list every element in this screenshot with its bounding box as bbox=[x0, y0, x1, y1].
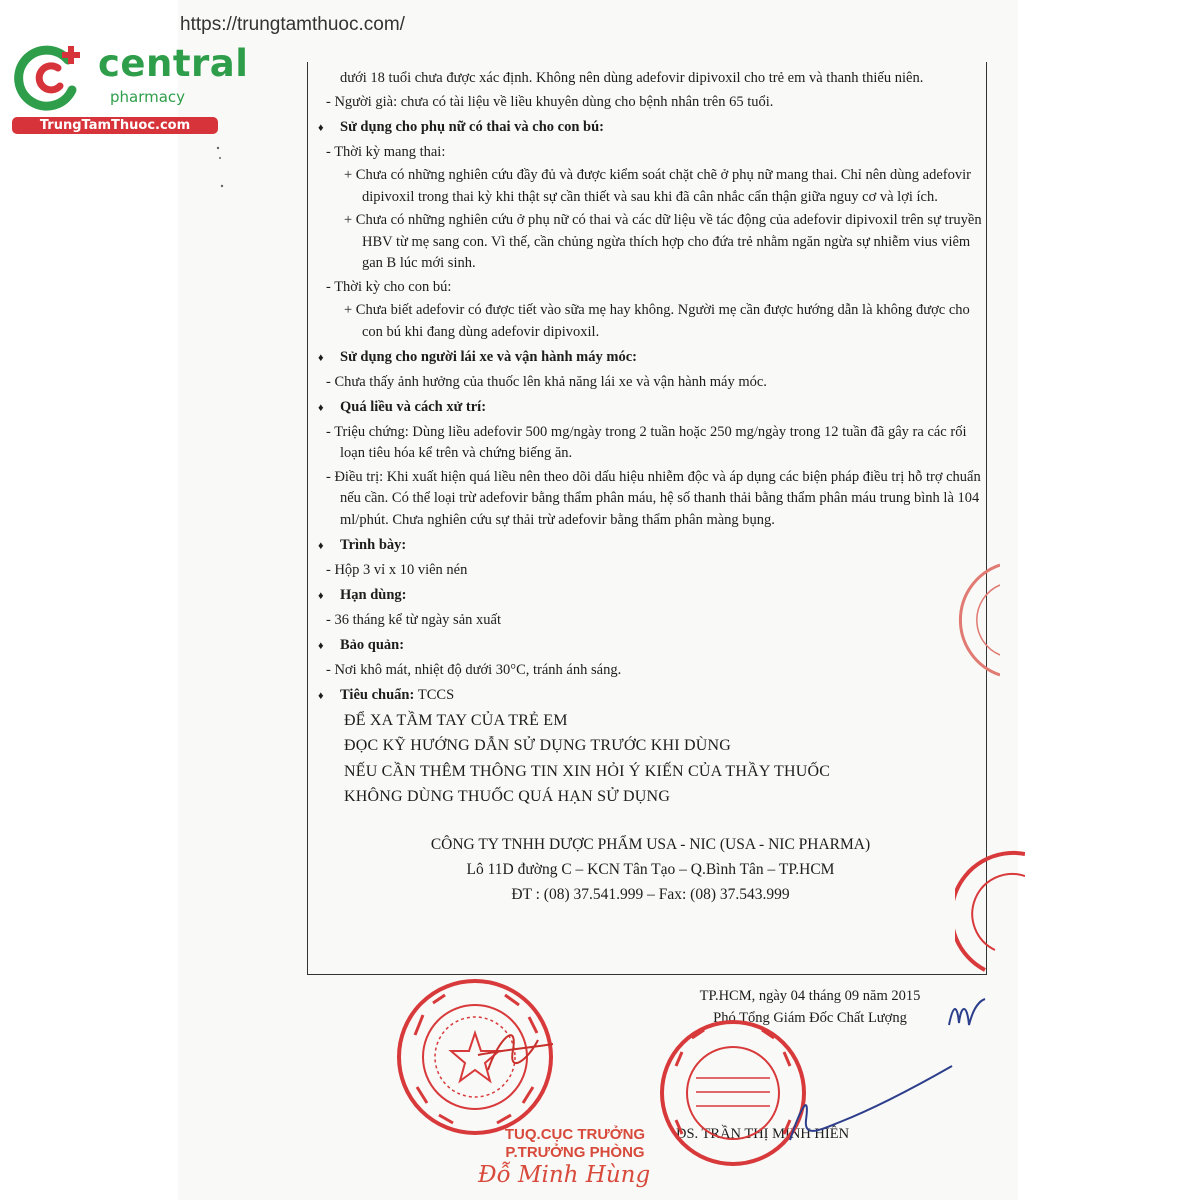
heading-shelf-life: ♦ Hạn dùng: bbox=[318, 585, 983, 608]
heading-presentation: ♦ Trình bày: bbox=[318, 535, 983, 558]
warning-line: ĐỌC KỸ HƯỚNG DẪN SỬ DỤNG TRƯỚC KHI DÙNG bbox=[344, 737, 731, 754]
company-name: CÔNG TY TNHH DƯỢC PHẨM USA - NIC (USA - NIC PHARMA) bbox=[430, 835, 871, 853]
age-note: dưới 18 tuổi chưa được xác định. Không nên dùng adefovir dipivoxil cho trẻ em và thanh thiếu niên. bbox=[340, 70, 924, 86]
lactation-period-label: - Thời kỳ cho con bú: bbox=[326, 278, 452, 295]
warning-line: KHÔNG DÙNG THUỐC QUÁ HẠN SỬ DỤNG bbox=[344, 788, 671, 805]
lactation-item-1: + Chưa biết adefovir có được tiết vào sữa mẹ hay không. Người mẹ cần được hướng dẫn là không được cho con bú khi đang dùng adefovir dipivoxil. bbox=[344, 302, 970, 340]
official-title bbox=[490, 1126, 660, 1162]
heading-standard bbox=[318, 685, 983, 708]
driving-text: - Chưa thấy ảnh hưởng của thuốc lên khả năng lái xe và vận hành máy móc. bbox=[326, 373, 767, 390]
warning-line: NẾU CẦN THÊM THÔNG TIN XIN HỎI Ý KIẾN CỦA THẦY THUỐC bbox=[344, 762, 831, 780]
scan-specks bbox=[208, 140, 228, 200]
pregnancy-period-label: - Thời kỳ mang thai: bbox=[326, 143, 446, 160]
official-line-2: P.TRƯỞNG PHÒNG bbox=[505, 1144, 645, 1161]
central-pharmacy-logo bbox=[10, 38, 249, 138]
presentation-text: - Hộp 3 vỉ x 10 viên nén bbox=[326, 561, 468, 578]
shelf-life-text: - 36 tháng kể từ ngày sản xuất bbox=[326, 611, 501, 628]
company-address: Lô 11D đường C – KCN Tân Tạo – Q.Bình Tân – TP.HCM bbox=[466, 860, 835, 878]
signer-title: Phó Tổng Giám Đốc Chất Lượng bbox=[713, 1010, 907, 1026]
heading-driving: ♦ Sử dụng cho người lái xe và vận hành máy móc: bbox=[318, 347, 983, 370]
official-line-1: TUQ.CỤC TRƯỞNG bbox=[504, 1126, 646, 1143]
overdose-treatment: - Điều trị: Khi xuất hiện quá liều nên theo dõi dấu hiệu nhiễm độc và áp dụng các biện pháp điều trị hỗ trợ chuẩn nếu cần. Có thể loại trừ adefovir bằng thẩm phân máu, hệ số thanh thải bằng thẩm phân máu trung bình là 104 ml/phút. Chưa nghiên cứu sự thải trừ adefovir bằng thẩm phân màng bụng. bbox=[326, 468, 981, 528]
signer-name: DS. TRẦN THỊ MINH HIỀN bbox=[676, 1126, 850, 1142]
standard-label: Tiêu chuẩn: bbox=[340, 687, 415, 703]
pregnancy-item-2: + Chưa có những nghiên cứu ở phụ nữ có thai và các dữ liệu về tác động của adefovir dipivoxil trên sự truyền HBV từ mẹ sang con. Vì thế, cần chủng ngừa thích hợp cho đứa trẻ nhằm ngăn ngừa sự nhiễm vius viêm gan B lúc mới sinh. bbox=[344, 212, 982, 271]
pharmacy-cross-icon bbox=[10, 38, 86, 114]
storage-text: - Nơi khô mát, nhiệt độ dưới 30°C, tránh ánh sáng. bbox=[326, 661, 622, 678]
elderly-note: - Người già: chưa có tài liệu về liều khuyên dùng cho bệnh nhân trên 65 tuổi. bbox=[326, 93, 774, 110]
partial-seal-icon bbox=[955, 850, 1025, 980]
warning-line: ĐỂ XA TẦM TAY CỦA TRẺ EM bbox=[344, 711, 568, 729]
company-phone: ĐT : (08) 37.541.999 – Fax: (08) 37.543.999 bbox=[511, 885, 790, 903]
leaflet-content bbox=[318, 68, 983, 907]
initials-signature-icon bbox=[945, 995, 995, 1035]
partial-seal-icon bbox=[940, 560, 1000, 680]
heading-storage: ♦ Bảo quản: bbox=[318, 635, 983, 658]
logo-wordmark: central bbox=[98, 42, 249, 85]
heading-overdose: ♦ Quá liều và cách xử trí: bbox=[318, 397, 983, 420]
logo-subtitle: pharmacy bbox=[110, 88, 186, 106]
red-signature-icon bbox=[458, 1000, 568, 1090]
standard-value: TCCS bbox=[417, 687, 455, 703]
date-place: TP.HCM, ngày 04 tháng 09 năm 2015 bbox=[699, 988, 921, 1004]
logo-band: TrungTamThuoc.com bbox=[12, 117, 218, 134]
official-signature-name: Đỗ Minh Hùng bbox=[478, 1162, 651, 1188]
pregnancy-item-1: + Chưa có những nghiên cứu đầy đủ và được kiểm soát chặt chẽ ở phụ nữ mang thai. Chỉ nên dùng adefovir dipivoxil trong thai kỳ khi thật sự cần thiết và sau khi đã cân nhắc cẩn thận giữa nguy cơ và lợi ích. bbox=[344, 167, 971, 205]
source-url: https://trungtamthuoc.com/ bbox=[180, 14, 405, 35]
overdose-symptoms: - Triệu chứng: Dùng liều adefovir 500 mg/ngày trong 2 tuần hoặc 250 mg/ngày trong 12 tuần đã gây ra các rối loạn tiêu hóa kể trên và chứng biếng ăn. bbox=[326, 423, 967, 461]
blue-signature-icon bbox=[780, 1060, 960, 1150]
heading-pregnancy: ♦ Sử dụng cho phụ nữ có thai và cho con bú: bbox=[318, 117, 983, 140]
